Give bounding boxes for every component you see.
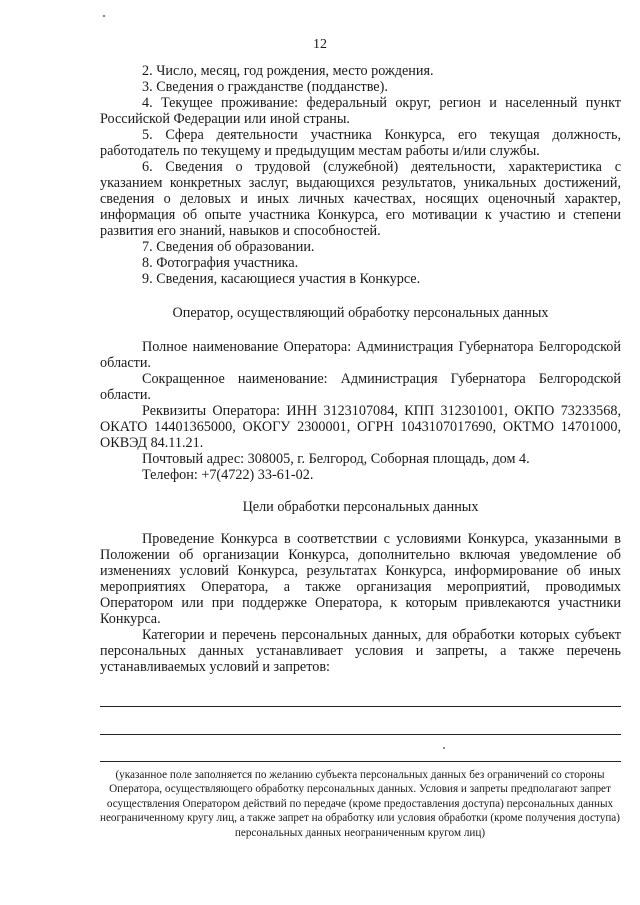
purpose-paragraph: Проведение Конкурса в соответствии с условиями Конкурса, указанными в Положении об организации Конкурса, дополнительно включая уведомление об изменениях условий Конкурса, результатах Конкурса, информирование об иных мероприятиях Оператора, а также организация мероприятий, проводимых Оператором или при поддержке Оператора, к которым привлекаются участники Конкурса. (100, 531, 621, 627)
list-item: 9. Сведения, касающиеся участия в Конкурсе. (142, 271, 421, 287)
scan-speck (103, 15, 105, 17)
categories-paragraph: Категории и перечень персональных данных, для обработки которых субъект персональных данных устанавливает условия и запреты, а также перечень устанавливаемых условий и запретов: (100, 627, 621, 675)
footnote-instruction: (указанное поле заполняется по желанию субъекта персональных данных без ограничений со стороны Оператора, осуществляющего обработку персональных данных. Условия и запреты предполагают запрет осуществления Оператором действий по передаче (кроме предоставления доступа) персональных данных неограниченному кругу лиц, а также запрет на обработку или условия обработки (кроме получения доступа) персональных данных неограниченным кругом лиц) (99, 769, 620, 839)
operator-full-name: Полное наименование Оператора: Администрация Губернатора Белгородской области. (100, 339, 621, 371)
page-number: 12 (313, 37, 327, 52)
list-item: 8. Фотография участника. (142, 255, 299, 271)
list-item: 7. Сведения об образовании. (142, 239, 315, 255)
document-body (100, 63, 621, 675)
list-item: 6. Сведения о трудовой (служебной) деятельности, характеристика с указанием конкретных заслуг, выдающихся результатов, уникальных достижений, сведения о деловых и иных личных качествах, носящих оценочный характер, информация об опыте участника Конкурса, его мотивации к участию и степени развития его знаний, навыков и способностей. (100, 159, 621, 239)
list-item: 3. Сведения о гражданстве (подданстве). (142, 79, 388, 95)
section-heading-purpose: Цели обработки персональных данных (242, 499, 479, 515)
list-item: 2. Число, месяц, год рождения, место рождения. (142, 63, 434, 79)
list-item: 4. Текущее проживание: федеральный округ, регион и населенный пункт Российской Федерации или иной страны. (100, 95, 621, 127)
fill-in-line-3[interactable] (100, 761, 621, 762)
operator-requisites: Реквизиты Оператора: ИНН 3123107084, КПП 312301001, ОКПО 73233568, ОКАТО 14401365000, ОКОГУ 2300001, ОГРН 1043107017690, ОКТМО 14701000, ОКВЭД 84.11.21. (100, 403, 621, 451)
fill-in-line-1[interactable] (100, 706, 621, 707)
operator-address: Почтовый адрес: 308005, г. Белгород, Соборная площадь, дом 4. (142, 451, 530, 467)
operator-phone: Телефон: +7(4722) 33-61-02. (142, 467, 314, 483)
list-item: 5. Сфера деятельности участника Конкурса, его текущая должность, работодатель по текущему и предыдущим местам работы и/или службы. (100, 127, 621, 159)
section-heading-operator: Оператор, осуществляющий обработку персональных данных (172, 305, 549, 321)
operator-short-name: Сокращенное наименование: Администрация Губернатора Белгородской области. (100, 371, 621, 403)
fill-in-line-2[interactable] (100, 734, 621, 735)
scan-speck (443, 747, 445, 749)
